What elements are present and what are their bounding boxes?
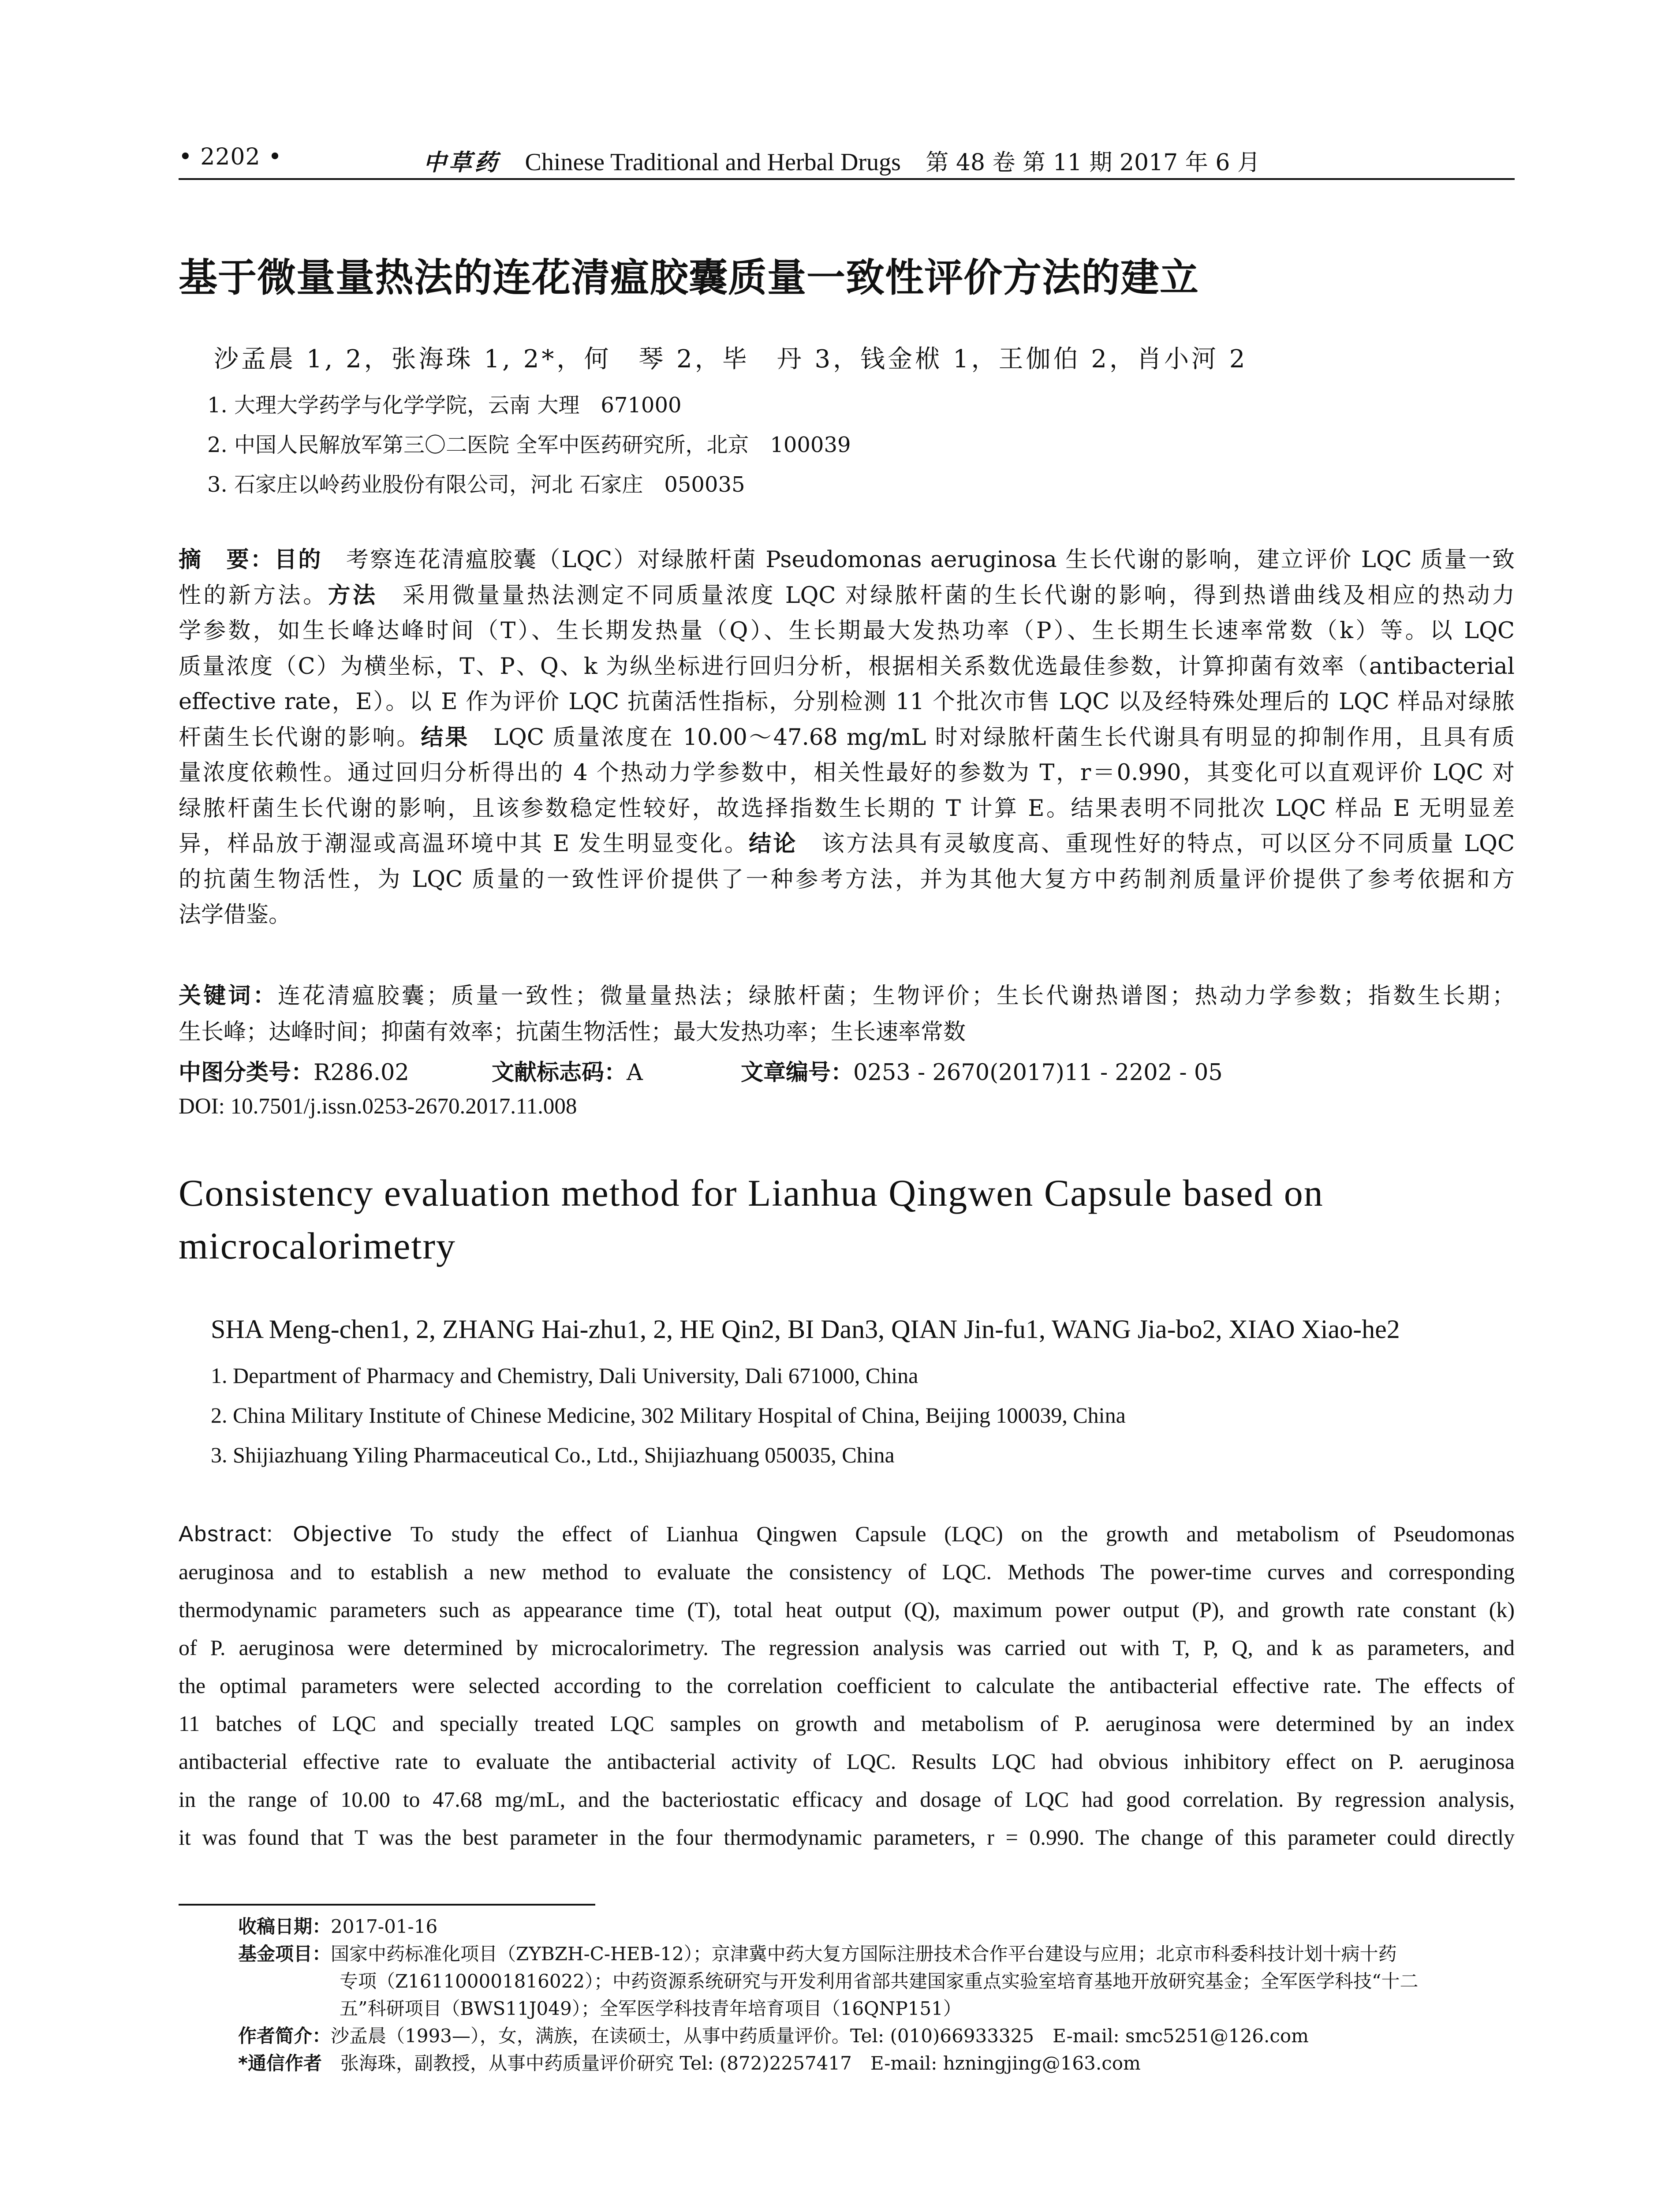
en-abstract-line: of P. aeruginosa were determined by microcalorimetry. The regression analysis was carried out with T, P, Q, and k as parameters, and — [179, 1635, 1515, 1660]
cn-section-conclusion: 结论 — [749, 831, 798, 857]
cn-affiliation-2: 2. 中国人民解放军第三〇二医院 全军中医药研究所，北京 100039 — [207, 433, 851, 457]
cn-abstract-line: effective rate，E）。以 E 作为评价 LQC 抗菌活性指标，分别检测 11 个批次市售 LQC 以及经特殊处理后的 LQC 样品对绿脓 — [179, 689, 1515, 715]
en-abstract-line: 11 batches of LQC and specially treated LQC samples on growth and metabolism of P. aeruginosa were determined by an index — [179, 1711, 1515, 1736]
cn-abstract-line: 量浓度依赖性。通过回归分析得出的 4 个热动力学参数中，相关性最好的参数为 T，r＝0.990，其变化可以直观评价 LQC 对 — [179, 760, 1515, 786]
en-title — [179, 1166, 1324, 1272]
doc-code-label: 文献标志码： — [492, 1060, 627, 1086]
cn-abstract — [179, 542, 1515, 933]
clc-label: 中图分类号： — [179, 1060, 314, 1086]
cn-abstract-line: 学参数，如生长峰达峰时间（T）、生长期发热量（Q）、生长期最大发热功率（P）、生长期生长速率常数（k）等。以 LQC — [179, 618, 1515, 644]
cn-affiliation-3: 3. 石家庄以岭药业股份有限公司，河北 石家庄 050035 — [207, 472, 745, 497]
footnote-rule — [179, 1904, 595, 1906]
journal-line — [423, 144, 1260, 177]
cn-abstract-line: 杆菌生长代谢的影响。结果 LQC 质量浓度在 10.00～47.68 mg/mL 时对绿脓杆菌生长代谢具有明显的抑制作用，且具有质 — [179, 724, 1515, 751]
cn-section-objective: 目的 — [274, 547, 322, 573]
article-no-value: 0253 - 2670(2017)11 - 2202 - 05 — [853, 1060, 1223, 1086]
clc-value: R286.02 — [314, 1060, 409, 1086]
en-abstract-line: Abstract: Objective To study the effect of Lianhua Qingwen Capsule (LQC) on the growth and metabolism of Pseudomonas — [179, 1521, 1515, 1546]
cn-abstract-line: 绿脓杆菌生长代谢的影响，且该参数稳定性较好，故选择指数生长期的 T 计算 E。结果表明不同批次 LQC 样品 E 无明显差 — [179, 795, 1515, 822]
cn-keywords-line: 连花清瘟胶囊；质量一致性；微量量热法；绿脓杆菌；生物评价；生长代谢热谱图；热动力学参数；指数生长期； — [277, 983, 1515, 1009]
doc-code-value: A — [627, 1060, 643, 1086]
doi[interactable]: DOI: 10.7501/j.issn.0253-2670.2017.11.008 — [179, 1094, 577, 1119]
footnote-corresponding: *通信作者 张海珠，副教授，从事中药质量评价研究 Tel: (872)2257417 E-mail: hzningjing@163.com — [238, 2052, 1141, 2074]
cn-abstract-line: 法学借鉴。 — [179, 902, 291, 928]
en-abstract-line: antibacterial effective rate to evaluate the antibacterial activity of LQC. Results LQC had obvious inhibitory effect on P. aeruginosa — [179, 1749, 1515, 1774]
en-affiliation-1: 1. Department of Pharmacy and Chemistry, Dali University, Dali 671000, China — [211, 1363, 918, 1388]
en-title-line: microcalorimetry — [179, 1225, 456, 1267]
cn-abstract-line: 质量浓度（C）为横坐标，T、P、Q、k 为纵坐标进行回归分析，根据相关系数优选最佳参数，计算抑菌有效率（antibacterial — [179, 653, 1515, 680]
classification-line — [179, 1054, 1223, 1087]
cn-affiliation-1: 1. 大理大学药学与化学学院，云南 大理 671000 — [207, 393, 682, 418]
cn-abstract-line: 摘 要：目的 考察连花清瘟胶囊（LQC）对绿脓杆菌 Pseudomonas aeruginosa 生长代谢的影响，建立评价 LQC 质量一致 — [179, 547, 1515, 573]
footnote-fund-cont: 五”科研项目（BWS11J049）；全军医学科技青年培育项目（16QNP151） — [340, 1998, 962, 2019]
cn-abstract-label: 摘 要： — [179, 547, 275, 573]
cn-section-methods: 方法 — [328, 582, 378, 609]
cn-keywords-line: 生长峰；达峰时间；抑菌有效率；抗菌生物活性；最大发热功率；生长速率常数 — [179, 1019, 966, 1045]
en-abstract-line: the optimal parameters were selected according to the correlation coefficient to calculate the antibacterial effective rate. The effects of — [179, 1673, 1515, 1698]
footnote-author: 作者简介： 沙孟晨（1993—），女，满族，在读硕士，从事中药质量评价。Tel: (010)66933325 E-mail: smc5251@126.com — [238, 2025, 1309, 2047]
footnote-received: 收稿日期： 2017-01-16 — [238, 1916, 438, 1937]
journal-issue: 第 48 卷 第 11 期 2017 年 6 月 — [926, 149, 1260, 176]
cn-section-results: 结果 — [421, 724, 470, 751]
en-affiliation-3: 3. Shijiazhuang Yiling Pharmaceutical Co., Ltd., Shijiazhuang 050035, China — [211, 1443, 895, 1467]
article-no-label: 文章编号： — [741, 1060, 854, 1086]
en-affiliation-2: 2. China Military Institute of Chinese Medicine, 302 Military Hospital of China, Beijing 100039, China — [211, 1403, 1126, 1428]
page-number: • 2202 • — [179, 144, 282, 170]
en-authors: SHA Meng-chen1, 2, ZHANG Hai-zhu1, 2, HE Qin2, BI Dan3, QIAN Jin-fu1, WANG Jia-bo2, XIAO Xiao-he2 — [211, 1315, 1400, 1344]
en-abstract-label: Abstract: Objective — [179, 1521, 393, 1546]
journal-english-name: Chinese Traditional and Herbal Drugs — [525, 149, 901, 176]
cn-keywords — [179, 978, 1515, 1050]
cn-abstract-line: 性的新方法。方法 采用微量量热法测定不同质量浓度 LQC 对绿脓杆菌的生长代谢的影响，得到热谱曲线及相应的热动力 — [179, 582, 1515, 609]
footnotes — [238, 1913, 1517, 2077]
running-header — [179, 140, 1515, 179]
footnote-fund-cont: 专项（Z161100001816022）；中药资源系统研究与开发利用省部共建国家重点实验室培育基地开放研究基金；全军医学科技“十二 — [340, 1970, 1419, 1992]
cn-title: 基于微量量热法的连花清瘟胶囊质量一致性评价方法的建立 — [179, 255, 1199, 300]
footnote-fund: 基金项目： 国家中药标准化项目（ZYBZH-C-HEB-12）；京津冀中药大复方国际注册技术合作平台建设与应用；北京市科委科技计划十病十药 — [238, 1943, 1397, 1965]
en-abstract-line: aeruginosa and to establish a new method to evaluate the consistency of LQC. Methods The power-time curves and corresponding — [179, 1559, 1515, 1584]
en-abstract-line: thermodynamic parameters such as appearance time (T), total heat output (Q), maximum power output (P), and growth rate constant (k) — [179, 1597, 1515, 1622]
header-rule — [179, 178, 1515, 180]
en-abstract-line: it was found that T was the best parameter in the four thermodynamic parameters, r = 0.990. The change of this parameter could directly — [179, 1825, 1515, 1850]
en-title-line: Consistency evaluation method for Lianhua Qingwen Capsule based on — [179, 1172, 1324, 1214]
cn-abstract-line: 异，样品放于潮湿或高温环境中其 E 发生明显变化。结论 该方法具有灵敏度高、重现性好的特点，可以区分不同质量 LQC — [179, 831, 1515, 857]
en-abstract — [179, 1515, 1515, 1856]
cn-authors: 沙孟晨 1, 2，张海珠 1, 2*，何 琴 2，毕 丹 3，钱金栿 1，王伽伯 2，肖小河 2 — [214, 345, 1248, 374]
cn-abstract-line: 的抗菌生物活性，为 LQC 质量的一致性评价提供了一种参考方法，并为其他大复方中药制剂质量评价提供了参考依据和方 — [179, 866, 1515, 893]
journal-logo: 中草药 — [423, 149, 500, 176]
en-abstract-line: in the range of 10.00 to 47.68 mg/mL, and the bacteriostatic efficacy and dosage of LQC had good correlation. By regression analysis, — [179, 1787, 1515, 1812]
cn-keywords-label: 关键词： — [179, 983, 278, 1009]
